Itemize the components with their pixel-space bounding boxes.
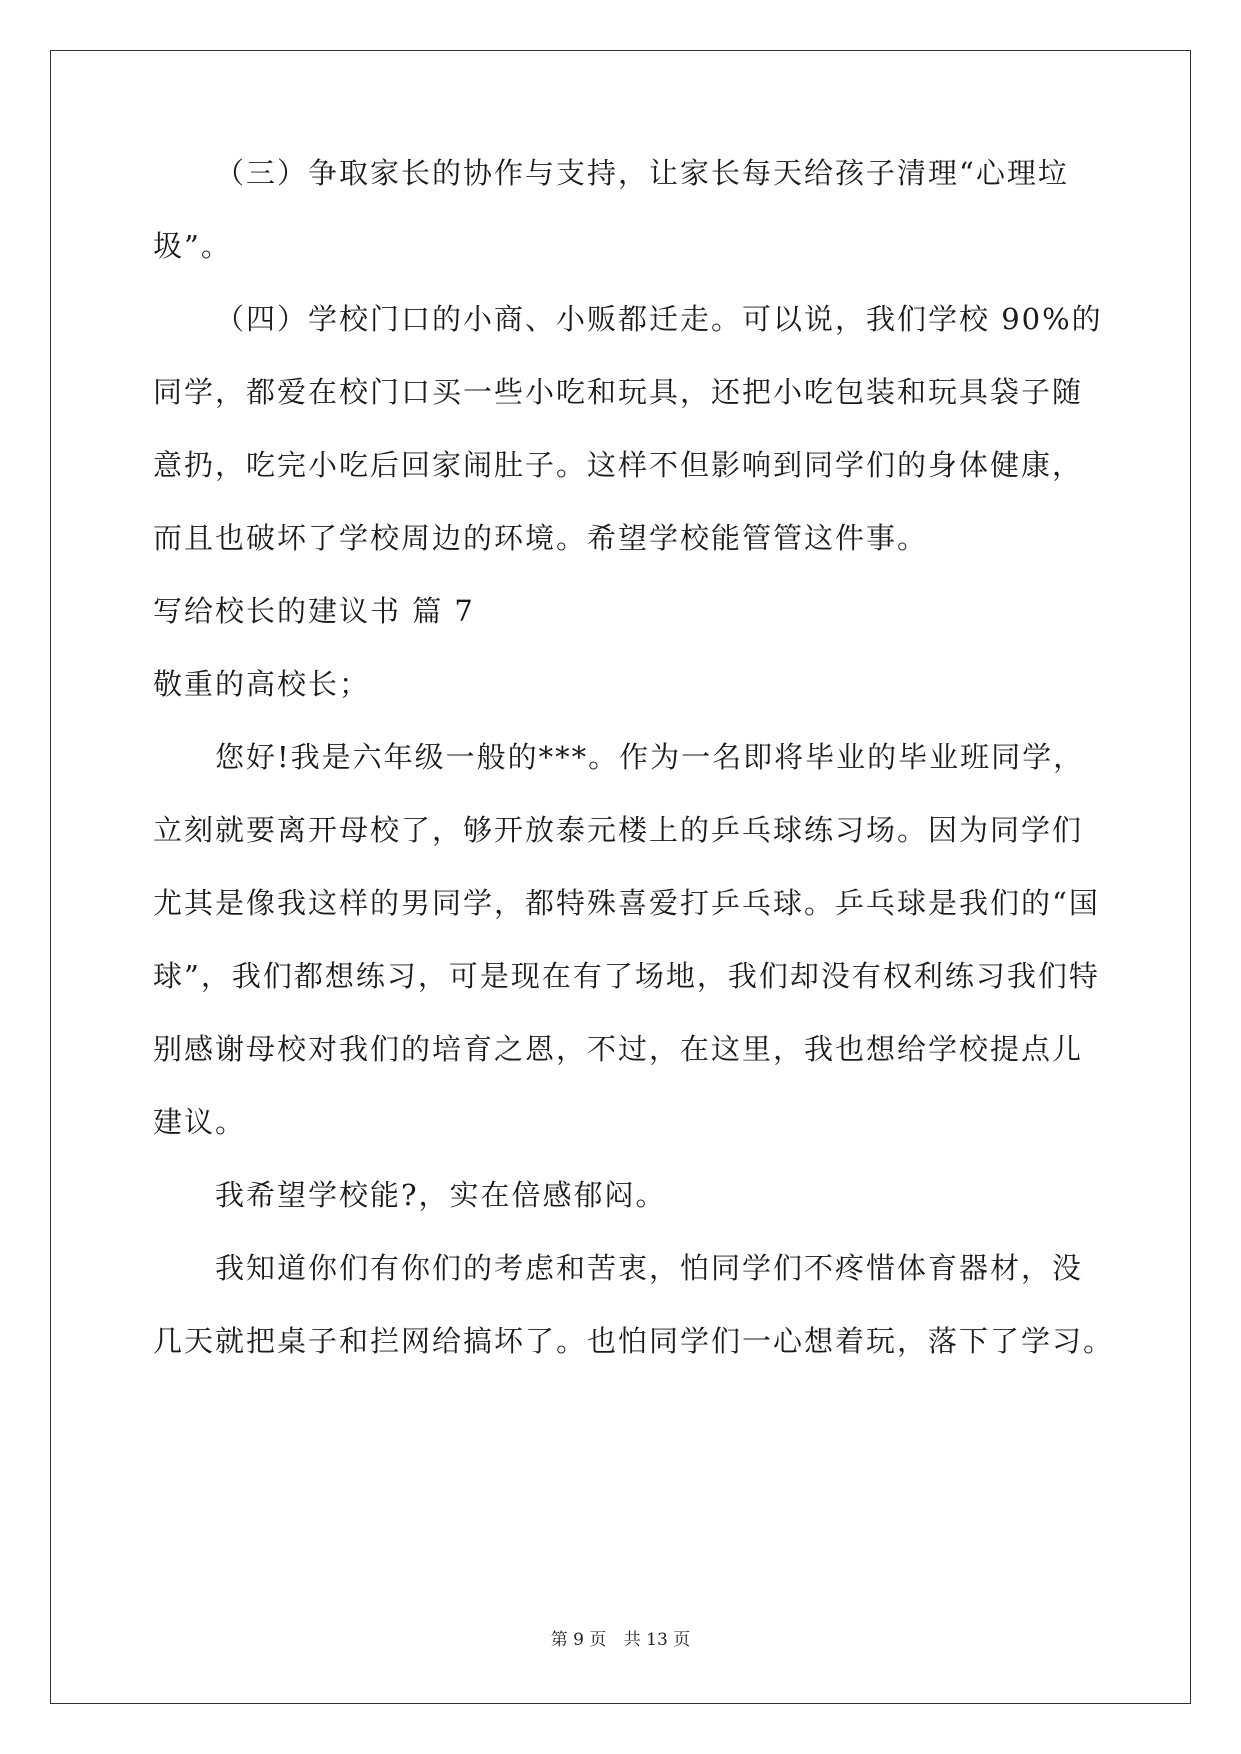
paragraph-line: 意扔，吃完小吃后回家闹肚子。这样不但影响到同学们的身体健康，	[153, 448, 1084, 482]
paragraph-line: （四）学校门口的小商、小贩都迁走。可以说，我们学校 90%的	[215, 302, 1103, 336]
paragraph-line: 尤其是像我这样的男同学，都特殊喜爱打乒乓球。乒乓球是我们的“国	[153, 886, 1100, 920]
paragraph-line: 别感谢母校对我们的培育之恩，不过，在这里，我也想给学校提点儿	[153, 1032, 1084, 1066]
page-total: 共 13 页	[623, 1630, 691, 1650]
paragraph-line: 球”，我们都想练习，可是现在有了场地，我们却没有权利练习我们特	[153, 959, 1100, 993]
section-heading: 写给校长的建议书 篇 7	[153, 594, 475, 628]
paragraph-line: 我知道你们有你们的考虑和苦衷，怕同学们不疼惜体育器材，没	[215, 1251, 1084, 1285]
salutation: 敬重的高校长；	[153, 667, 371, 701]
paragraph-line: 我希望学校能?，实在倍感郁闷。	[215, 1178, 667, 1212]
paragraph-line: 您好!我是六年级一般的***。作为一名即将毕业的毕业班同学，	[215, 740, 1085, 774]
paragraph-line: 同学，都爱在校门口买一些小吃和玩具，还把小吃包装和玩具袋子随	[153, 375, 1084, 409]
paragraph-line: 而且也破坏了学校周边的环境。希望学校能管管这件事。	[153, 521, 929, 555]
paragraph-line: 圾”。	[153, 229, 232, 263]
paragraph-line: 立刻就要离开母校了，够开放泰元楼上的乒乓球练习场。因为同学们	[153, 813, 1084, 847]
page-footer	[0, 1625, 1241, 1650]
paragraph-line: （三）争取家长的协作与支持，让家长每天给孩子清理“心理垃	[215, 156, 1069, 190]
paragraph-line: 几天就把桌子和拦网给搞坏了。也怕同学们一心想着玩，落下了学习。	[153, 1324, 1115, 1358]
page-number: 第 9 页	[550, 1630, 607, 1650]
paragraph-line: 建议。	[153, 1105, 247, 1139]
